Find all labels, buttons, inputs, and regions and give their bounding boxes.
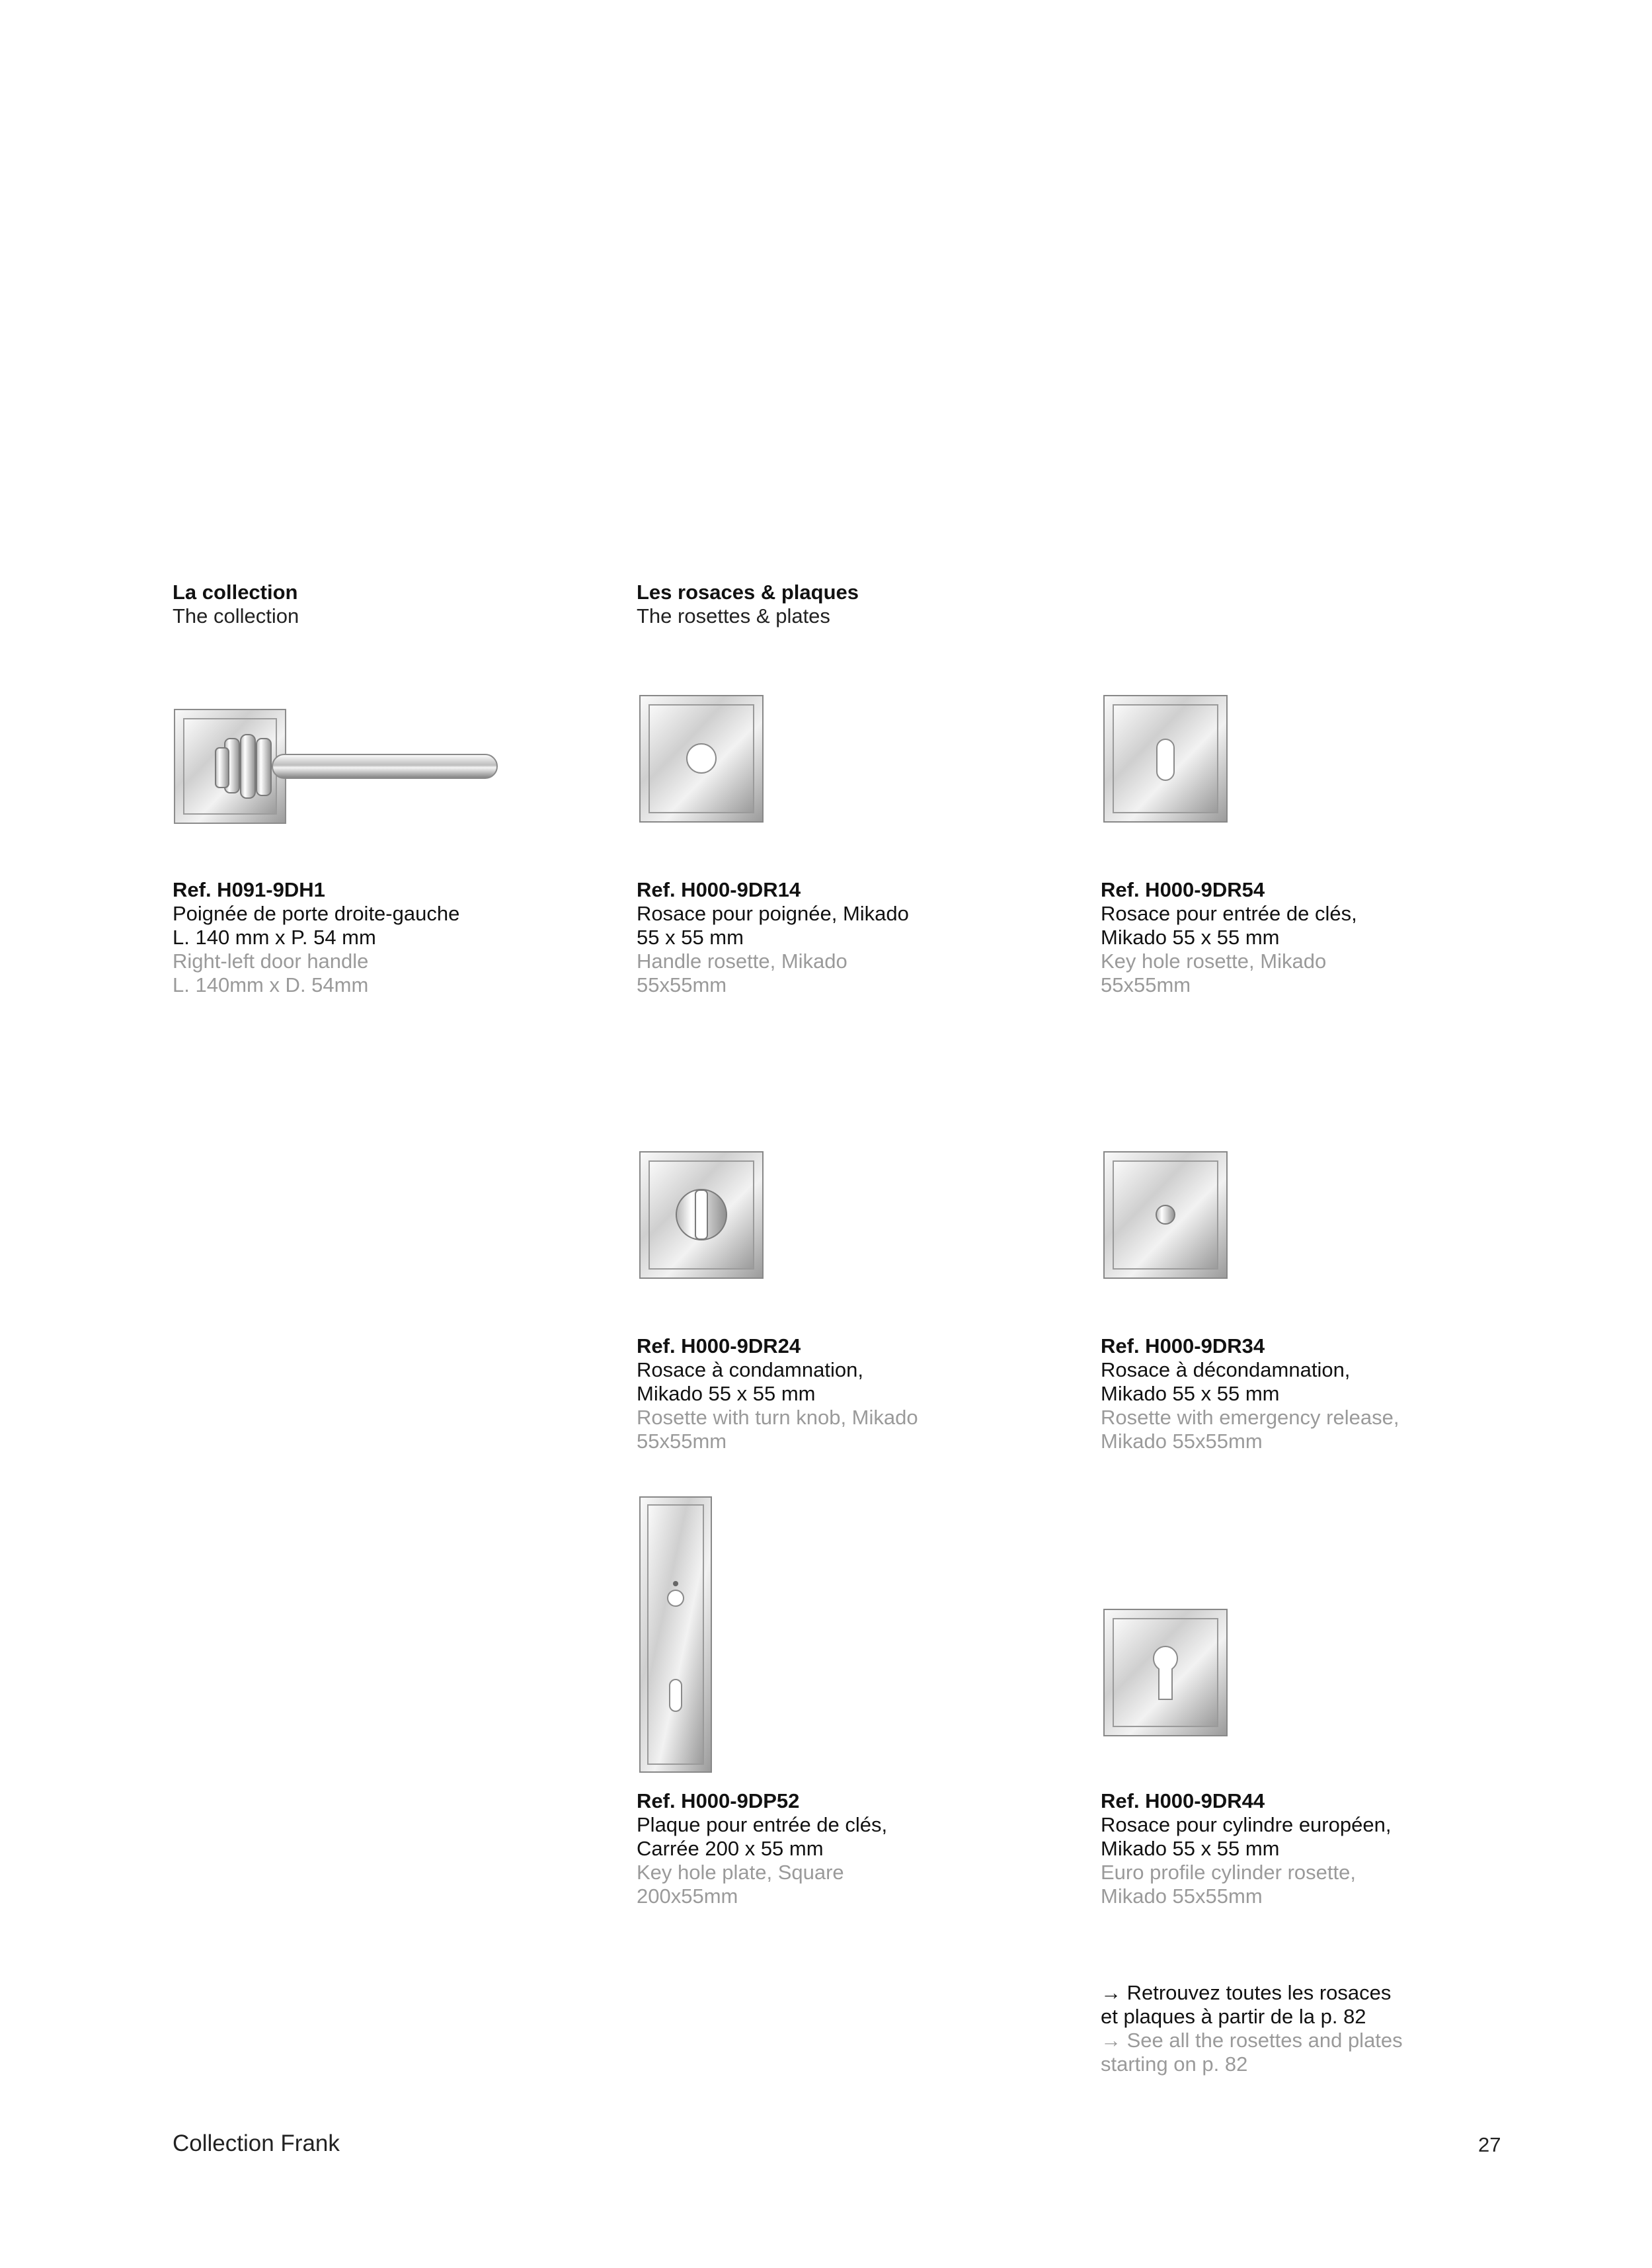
note-fr-line2: et plaques à partir de la p. 82: [1101, 2005, 1366, 2028]
note-en-line1: → See all the rosettes and plates: [1101, 2029, 1403, 2052]
keyhole-rosette-icon: [1103, 694, 1228, 823]
product-desc-en: Key hole rosette, Mikado: [1101, 950, 1327, 973]
product-h000-9dr54: [1101, 878, 1444, 997]
product-size-en: Mikado 55x55mm: [1101, 1430, 1263, 1453]
product-desc-en: Euro profile cylinder rosette,: [1101, 1861, 1356, 1884]
product-desc-fr: Poignée de porte droite-gauche: [173, 902, 460, 925]
product-h000-9dr44: [1101, 1789, 1444, 1908]
product-ref: Ref. H000-9DR14: [637, 878, 801, 901]
product-h000-9dr24: [637, 1334, 980, 1453]
product-desc-fr: Plaque pour entrée de clés,: [637, 1813, 888, 1836]
heading-rosettes-fr: Les rosaces & plaques: [637, 581, 859, 604]
footer-title: Collection Frank: [173, 2130, 340, 2156]
product-size-en: L. 140mm x D. 54mm: [173, 973, 369, 996]
product-desc-en: Rosette with emergency release,: [1101, 1406, 1399, 1429]
product-h000-9dr14: [637, 878, 980, 997]
product-ref: Ref. H000-9DR54: [1101, 878, 1265, 901]
product-desc-fr: Rosace à condamnation,: [637, 1358, 863, 1381]
product-size-en: 55x55mm: [637, 973, 727, 996]
product-size-en: 55x55mm: [1101, 973, 1191, 996]
product-ref: Ref. H000-9DP52: [637, 1789, 800, 1812]
product-size-fr: 55 x 55 mm: [637, 926, 744, 949]
product-size-fr: L. 140 mm x P. 54 mm: [173, 926, 376, 949]
product-desc-en: Right-left door handle: [173, 950, 369, 973]
see-all-note: [1101, 1981, 1444, 2076]
euro-cylinder-rosette-icon: [1103, 1608, 1228, 1737]
product-desc-en: Handle rosette, Mikado: [637, 950, 847, 973]
note-en-line2: starting on p. 82: [1101, 2052, 1248, 2076]
product-h000-9dp52: [637, 1789, 980, 1908]
product-size-fr: Mikado 55 x 55 mm: [1101, 1837, 1280, 1860]
product-h000-9dr34: [1101, 1334, 1444, 1453]
heading-collection-fr: La collection: [173, 581, 298, 604]
note-fr-line1: → Retrouvez toutes les rosaces: [1101, 1981, 1392, 2004]
product-size-fr: Carrée 200 x 55 mm: [637, 1837, 824, 1860]
product-size-en: Mikado 55x55mm: [1101, 1884, 1263, 1908]
heading-rosettes: [637, 581, 859, 628]
product-size-fr: Mikado 55 x 55 mm: [1101, 1382, 1280, 1405]
product-ref: Ref. H000-9DR44: [1101, 1789, 1265, 1812]
product-h091-9dh1: [173, 878, 516, 997]
product-size-fr: Mikado 55 x 55 mm: [1101, 926, 1280, 949]
product-size-en: 55x55mm: [637, 1430, 727, 1453]
product-desc-fr: Rosace pour entrée de clés,: [1101, 902, 1357, 925]
keyhole-plate-icon: [639, 1496, 713, 1773]
product-ref: Ref. H000-9DR24: [637, 1334, 801, 1357]
heading-collection: [173, 581, 299, 628]
product-desc-fr: Rosace pour poignée, Mikado: [637, 902, 909, 925]
heading-collection-en: The collection: [173, 604, 299, 628]
page-number: 27: [1478, 2133, 1501, 2156]
product-ref: Ref. H000-9DR34: [1101, 1334, 1265, 1357]
product-desc-en: Key hole plate, Square: [637, 1861, 844, 1884]
door-handle-icon: [173, 704, 504, 830]
handle-rosette-icon: [639, 694, 764, 823]
product-ref: Ref. H091-9DH1: [173, 878, 325, 901]
turn-knob-rosette-icon: [639, 1151, 764, 1279]
product-size-fr: Mikado 55 x 55 mm: [637, 1382, 816, 1405]
emergency-release-rosette-icon: [1103, 1151, 1228, 1279]
product-desc-en: Rosette with turn knob, Mikado: [637, 1406, 918, 1429]
product-desc-fr: Rosace à décondamnation,: [1101, 1358, 1351, 1381]
heading-rosettes-en: The rosettes & plates: [637, 604, 830, 628]
product-desc-fr: Rosace pour cylindre européen,: [1101, 1813, 1392, 1836]
product-size-en: 200x55mm: [637, 1884, 738, 1908]
